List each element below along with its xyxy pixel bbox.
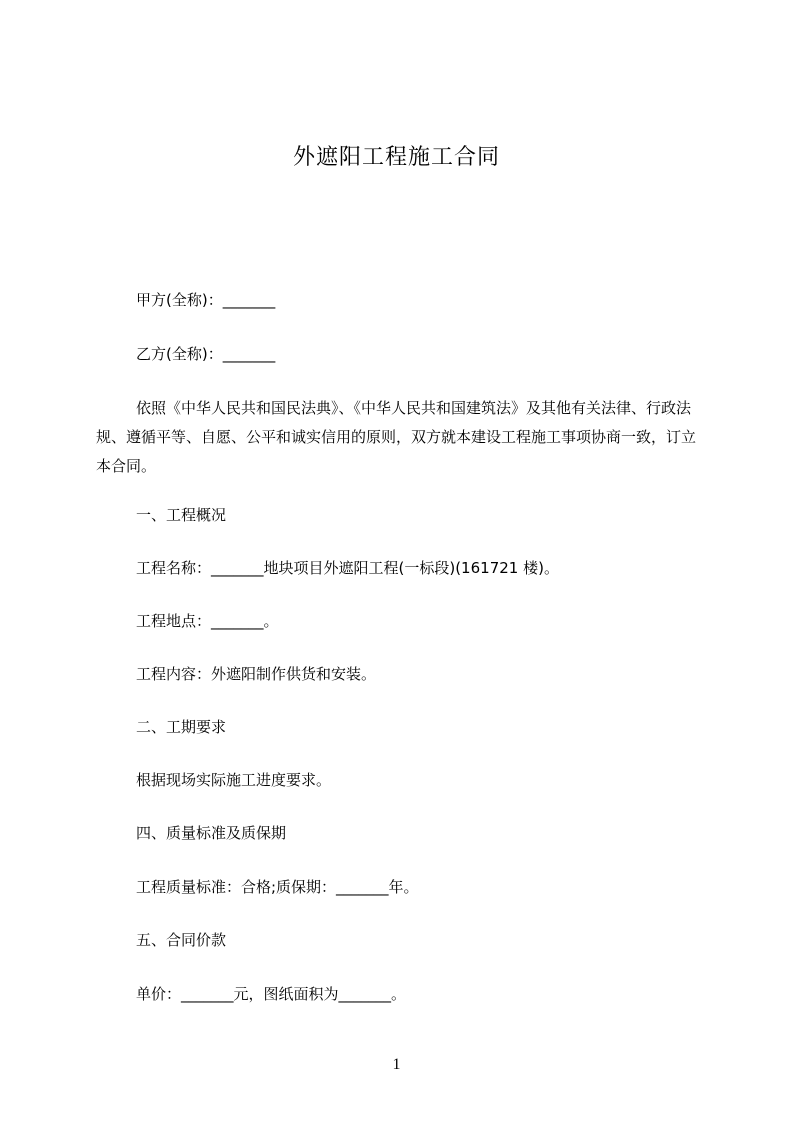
project-content-line: 工程内容：外遮阳制作供货和安装。 (136, 665, 377, 683)
project-location-line: 工程地点：_______。 (136, 612, 279, 630)
section-heading-price: 五、合同价款 (136, 931, 227, 949)
page-number: 1 (392, 1056, 401, 1073)
preamble-paragraph: 依照《中华人民共和国民法典》、《中华人民共和国建筑法》及其他有关法律、行政法规、遵循平等、自愿、公平和诚实信用的原则，双方就本建设工程施工事项协商一致，订立本合同。 (96, 399, 697, 475)
quality-text: 工程质量标准：合格;质保期：_______年。 (136, 878, 419, 896)
price-text: 单价：_______元，图纸面积为_______。 (136, 985, 407, 1003)
document-title: 外遮阳工程施工合同 (292, 145, 500, 170)
project-name-line: 工程名称：_______地块项目外遮阳工程(一标段)(161721 楼)。 (136, 559, 559, 577)
section-heading-quality: 四、质量标准及质保期 (136, 824, 287, 842)
section-heading-project-overview: 一、工程概况 (136, 506, 227, 524)
party-b-line: 乙方(全称)：_______ (136, 345, 276, 363)
section-heading-schedule: 二、工期要求 (136, 718, 227, 736)
party-a-line: 甲方(全称)：_______ (136, 291, 276, 309)
schedule-text: 根据现场实际施工进度要求。 (136, 771, 332, 789)
